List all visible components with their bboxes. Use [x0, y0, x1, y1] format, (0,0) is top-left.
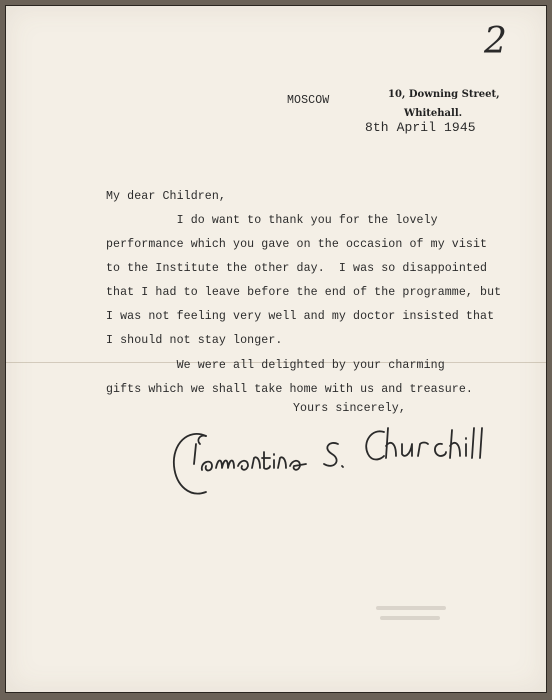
place-heading: MOSCOW — [287, 94, 330, 107]
letterhead-address-line-1: 10, Downing Street, — [388, 89, 500, 100]
body-line: I do want to thank you for the lovely — [106, 214, 438, 227]
letter-body — [106, 214, 526, 407]
letter-date: 8th April 1945 — [365, 120, 476, 135]
body-line: I was not feeling very well and my doctor insisted that — [106, 310, 495, 324]
body-line: that I had to leave before the end of the programme, but — [106, 286, 502, 300]
letterhead — [388, 85, 500, 123]
body-line: performance which you gave on the occasion of my visit — [106, 238, 488, 252]
handwritten-signature — [166, 414, 506, 504]
salutation: My dear Children, — [106, 190, 226, 203]
body-line: gifts which we shall take home with us and treasure. — [106, 382, 473, 396]
body-line: We were all delighted by your charming — [106, 358, 445, 372]
letter-sheet — [5, 5, 547, 693]
closing: Yours sincerely, — [293, 402, 406, 415]
faint-archive-stamp — [374, 602, 454, 632]
letterhead-address-line-2: Whitehall. — [404, 108, 463, 119]
body-line: I should not stay longer. — [106, 334, 283, 348]
body-line: to the Institute the other day. I was so disappointed — [106, 262, 488, 276]
page-number: 2 — [484, 21, 507, 62]
